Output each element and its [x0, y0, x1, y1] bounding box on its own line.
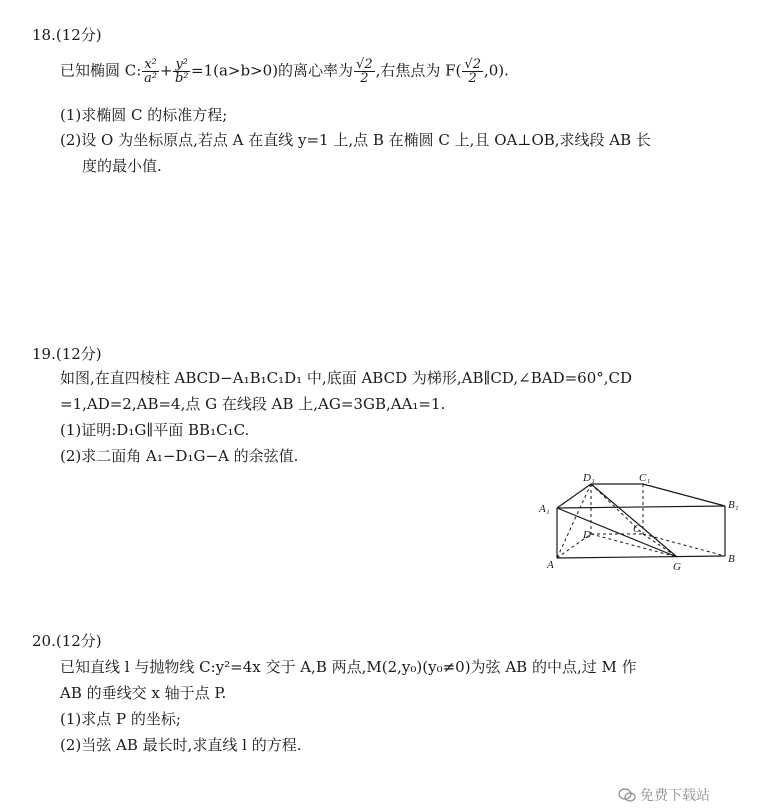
denominator: b² — [174, 71, 189, 86]
problem-20-q1: (1)求点 P 的坐标; — [60, 710, 181, 728]
edge-C1B1 — [643, 484, 725, 506]
label-B: B — [728, 553, 735, 565]
problem-20-number: 20.(12分) — [32, 632, 102, 650]
problem-18-q1: (1)求椭圆 C 的标准方程; — [60, 106, 228, 124]
problem-20-line2: AB 的垂线交 x 轴于点 P. — [60, 684, 227, 702]
problem-19-q2: (2)求二面角 A₁−D₁G−A 的余弦值. — [60, 447, 299, 465]
numerator: √2 — [356, 57, 373, 72]
problem-18-q2: (2)设 O 为坐标原点,若点 A 在直线 y=1 上,点 B 在椭圆 C 上,且 OA⊥OB,求线段 AB 长 — [60, 131, 651, 149]
denominator: a² — [144, 71, 158, 86]
edge-AB — [557, 556, 725, 558]
problem-19-q1: (1)证明:D₁G∥平面 BB₁C₁C. — [60, 421, 250, 439]
statement-part: ,右焦点为 F( — [375, 61, 462, 80]
edge-CB-hidden — [643, 534, 725, 556]
prism-figure — [535, 470, 765, 580]
label-C1: C₁ — [639, 472, 651, 484]
problem-20-q2: (2)当弦 AB 最长时,求直线 l 的方程. — [60, 736, 302, 754]
numerator: y² — [175, 57, 188, 72]
label-G: G — [673, 561, 681, 573]
label-A1: A₁ — [539, 503, 550, 515]
segment-D1G — [591, 484, 677, 557]
statement-part: 已知椭圆 C: — [60, 61, 142, 80]
problem-19-line1: 如图,在直四棱柱 ABCD−A₁B₁C₁D₁ 中,底面 ABCD 为梯形,AB∥CD,∠BAD=60°,CD — [60, 369, 633, 387]
fraction-eccentricity — [354, 58, 375, 85]
statement-part: =1(a>b>0)的离心率为 — [191, 61, 354, 80]
denominator: 2 — [360, 71, 369, 86]
edge-A1B1 — [557, 506, 725, 508]
wechat-icon — [618, 788, 636, 802]
segment-A1G — [557, 508, 677, 557]
problem-20-line1: 已知直线 l 与抛物线 C:y²=4x 交于 A,B 两点,M(2,y₀)(y₀≠0)为弦 AB 的中点,过 M 作 — [60, 658, 637, 676]
problem-18-number: 18.(12分) — [32, 26, 102, 44]
fraction-x2-a2 — [142, 58, 159, 85]
label-A: A — [547, 559, 554, 571]
plus-sign: + — [159, 61, 173, 80]
segment-D1A-hidden — [557, 484, 591, 558]
label-B1: B₁ — [728, 499, 739, 511]
watermark — [618, 785, 710, 805]
denominator: 2 — [468, 71, 477, 86]
label-C: C — [633, 523, 641, 535]
numerator: √2 — [464, 57, 481, 72]
problem-18-q2-cont: 度的最小值. — [82, 157, 162, 175]
label-D: D — [583, 529, 591, 541]
problem-19-number: 19.(12分) — [32, 345, 102, 363]
statement-part: ,0). — [483, 61, 509, 80]
numerator: x² — [144, 57, 157, 72]
label-D1: D₁ — [583, 472, 595, 484]
fraction-focus — [462, 58, 483, 85]
watermark-text: 免费下载站 — [640, 788, 710, 804]
problem-18-statement — [60, 58, 509, 85]
problem-19-line2: =1,AD=2,AB=4,点 G 在线段 AB 上,AG=3GB,AA₁=1. — [60, 395, 446, 413]
fraction-y2-b2 — [173, 58, 190, 85]
